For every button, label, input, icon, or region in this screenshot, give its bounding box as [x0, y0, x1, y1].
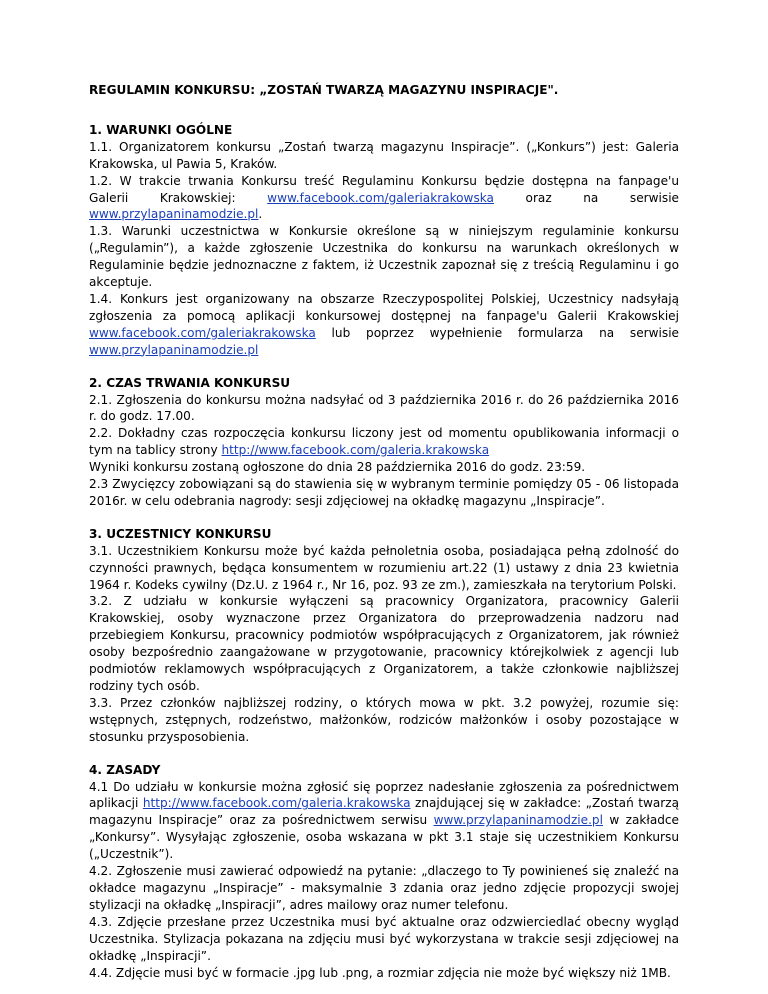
paragraph: [89, 695, 679, 746]
hyperlink[interactable]: www.przylapaninamodzie.pl: [433, 813, 603, 828]
section: [89, 526, 679, 746]
section-heading: 4. ZASADY: [89, 762, 161, 777]
paragraph: [89, 291, 679, 359]
paragraph-text: Wyniki konkursu zostaną ogłoszone do dnia 28 października 2016 do godz. 23:59.: [89, 460, 586, 475]
hyperlink[interactable]: www.facebook.com/galeriakrakowska: [89, 325, 316, 340]
section-heading: 3. UCZESTNICY KONKURSU: [89, 526, 272, 541]
paragraph-text: 4.2. Zgłoszenie musi zawierać odpowiedź na pytanie: „dlaczego to Ty powinieneś się znaleźć na okładce magazynu „Inspiracje” - maksymalnie 3 zdania oraz jedno zdjęcie propozycji swojej stylizacji na okładkę „Inspiracji”, adres mailowy oraz numer telefonu.: [89, 864, 679, 912]
document-title: REGULAMIN KONKURSU: „ZOSTAŃ TWARZĄ MAGAZYNU INSPIRACJE".: [89, 83, 559, 97]
section-heading: 2. CZAS TRWANIA KONKURSU: [89, 375, 291, 390]
paragraph-text: oraz na serwisie: [493, 190, 679, 205]
hyperlink[interactable]: www.przylapaninamodzie.pl: [89, 342, 259, 357]
paragraph-text: 2.2. Dokładny czas rozpoczęcia konkursu liczony jest od momentu opublikowania informacji o tym na tablicy strony: [89, 426, 679, 458]
section-heading: 1. WARUNKI OGÓLNE: [89, 122, 233, 137]
paragraph-text: 2.1. Zgłoszenia do konkursu można nadsyłać od 3 października 2016 r. do 26 października 2016 r. do godz. 17.00.: [89, 392, 679, 424]
section: [89, 762, 679, 982]
section: [89, 375, 679, 510]
paragraph-text: lub poprzez wypełnienie formularza na serwisie: [315, 325, 679, 340]
paragraph-text: w zakładce „Konkursy”. Wysyłając zgłoszenie, osoba wskazana w pkt 3.1 staje się uczestnikiem Konkursu („Uczestnik”).: [89, 813, 679, 862]
paragraph-text: 4.3. Zdjęcie przesłane przez Uczestnika musi być aktualne oraz odzwierciedlać obecny wygląd Uczestnika. Stylizacja pokazana na zdjęciu musi być wykorzystana w trakcie sesji zdjęciowej na okładkę „Inspiracji”.: [89, 914, 679, 963]
paragraph: [89, 914, 679, 965]
paragraph-text: 1.2. W trakcie trwania Konkursu treść Regulaminu Konkursu będzie dostępna na fanpage'u Galerii Krakowskiej:: [89, 173, 679, 205]
paragraph-text: 1.1. Organizatorem konkursu „Zostań twarzą magazynu Inspiracje”. („Konkurs”) jest: Galeria Krakowska, ul Pawia 5, Kraków.: [89, 139, 679, 171]
paragraph-text: 1.3. Warunki uczestnictwa w Konkursie określone są w niniejszym regulaminie konkursu („Regulamin”), a każde zgłoszenie Uczestnika do konkursu na warunkach określonych w Regulaminie będzie jednoznaczne z faktem, iż Uczestnik zapoznał się z treścią Regulaminu i go akceptuje.: [89, 224, 679, 290]
paragraph: [89, 543, 679, 594]
paragraph: [89, 476, 679, 510]
hyperlink[interactable]: www.przylapaninamodzie.pl: [89, 207, 259, 222]
sections-container: [89, 122, 679, 982]
paragraph: [89, 965, 679, 982]
paragraph: [89, 173, 679, 224]
hyperlink[interactable]: http://www.facebook.com/galeria.krakowska: [221, 443, 490, 458]
paragraph: [89, 139, 679, 173]
paragraph: [89, 425, 679, 459]
paragraph: [89, 459, 679, 476]
section: [89, 122, 679, 359]
paragraph-text: 3.1. Uczestnikiem Konkursu może być każda pełnoletnia osoba, posiadająca pełną zdolność do czynności prawnych, będąca konsumentem w rozumieniu art.22 (1) ustawy z dnia 23 kwietnia 1964 r. Kodeks cywilny (Dz.U. z 1964 r., Nr 16, poz. 93 ze zm.), zamieszkała na terytorium Polski.: [89, 543, 679, 592]
paragraph: [89, 863, 679, 914]
paragraph-text: 2.3 Zwycięzcy zobowiązani są do stawienia się w wybranym terminie pomiędzy 05 - 06 listopada 2016r. w celu odebrania nagrody: sesji zdjęciowej na okładkę magazynu „Inspiracje”.: [89, 477, 679, 508]
paragraph: [89, 392, 679, 426]
hyperlink[interactable]: http://www.facebook.com/galeria.krakowska: [142, 796, 411, 811]
paragraph-text: 3.3. Przez członków najbliższej rodziny, o których mowa w pkt. 3.2 powyżej, rozumie się: wstępnych, zstępnych, rodzeństwo, małżonków, rodziców małżonków i osoby pozostające w stosunku przysposobienia.: [89, 695, 679, 744]
paragraph-text: 4.4. Zdjęcie musi być w formacie .jpg lub .png, a rozmiar zdjęcia nie może być większy niż 1MB.: [89, 965, 671, 980]
paragraph: [89, 223, 679, 291]
paragraph-text: 3.2. Z udziału w konkursie wyłączeni są pracownicy Organizatora, pracownicy Galerii Krakowskiej, osoby wyznaczone przez Organizatora do przeprowadzenia nadzoru nad przebiegiem Konkursu, pracownicy podmiotów współpracujących z Organizatorem, jak również osoby bezpośrednio zaangażowane w przygotowanie, pracownicy którejkolwiek z agencji lub podmiotów reklamowych współpracujących z Organizatorem, a także członkowie najbliższej rodziny tych osób.: [89, 594, 679, 693]
paragraph-text: .: [258, 207, 263, 222]
paragraph: [89, 593, 679, 694]
paragraph-text: 4.1 Do udziału w konkursie można zgłosić się poprzez nadesłanie zgłoszenia za pośrednictwem aplikacji: [89, 779, 679, 811]
paragraph-text: znajdującej się w zakładce: „Zostań twarzą magazynu Inspiracje” oraz za pośrednictwem serwisu: [89, 796, 679, 828]
hyperlink[interactable]: www.facebook.com/galeriakrakowska: [267, 190, 494, 205]
paragraph: [89, 779, 679, 864]
paragraph-text: 1.4. Konkurs jest organizowany na obszarze Rzeczypospolitej Polskiej, Uczestnicy nadsyłają zgłoszenia za pomocą aplikacji konkursowej dostępnej na fanpage'u Galerii Krakowskiej: [89, 291, 679, 323]
